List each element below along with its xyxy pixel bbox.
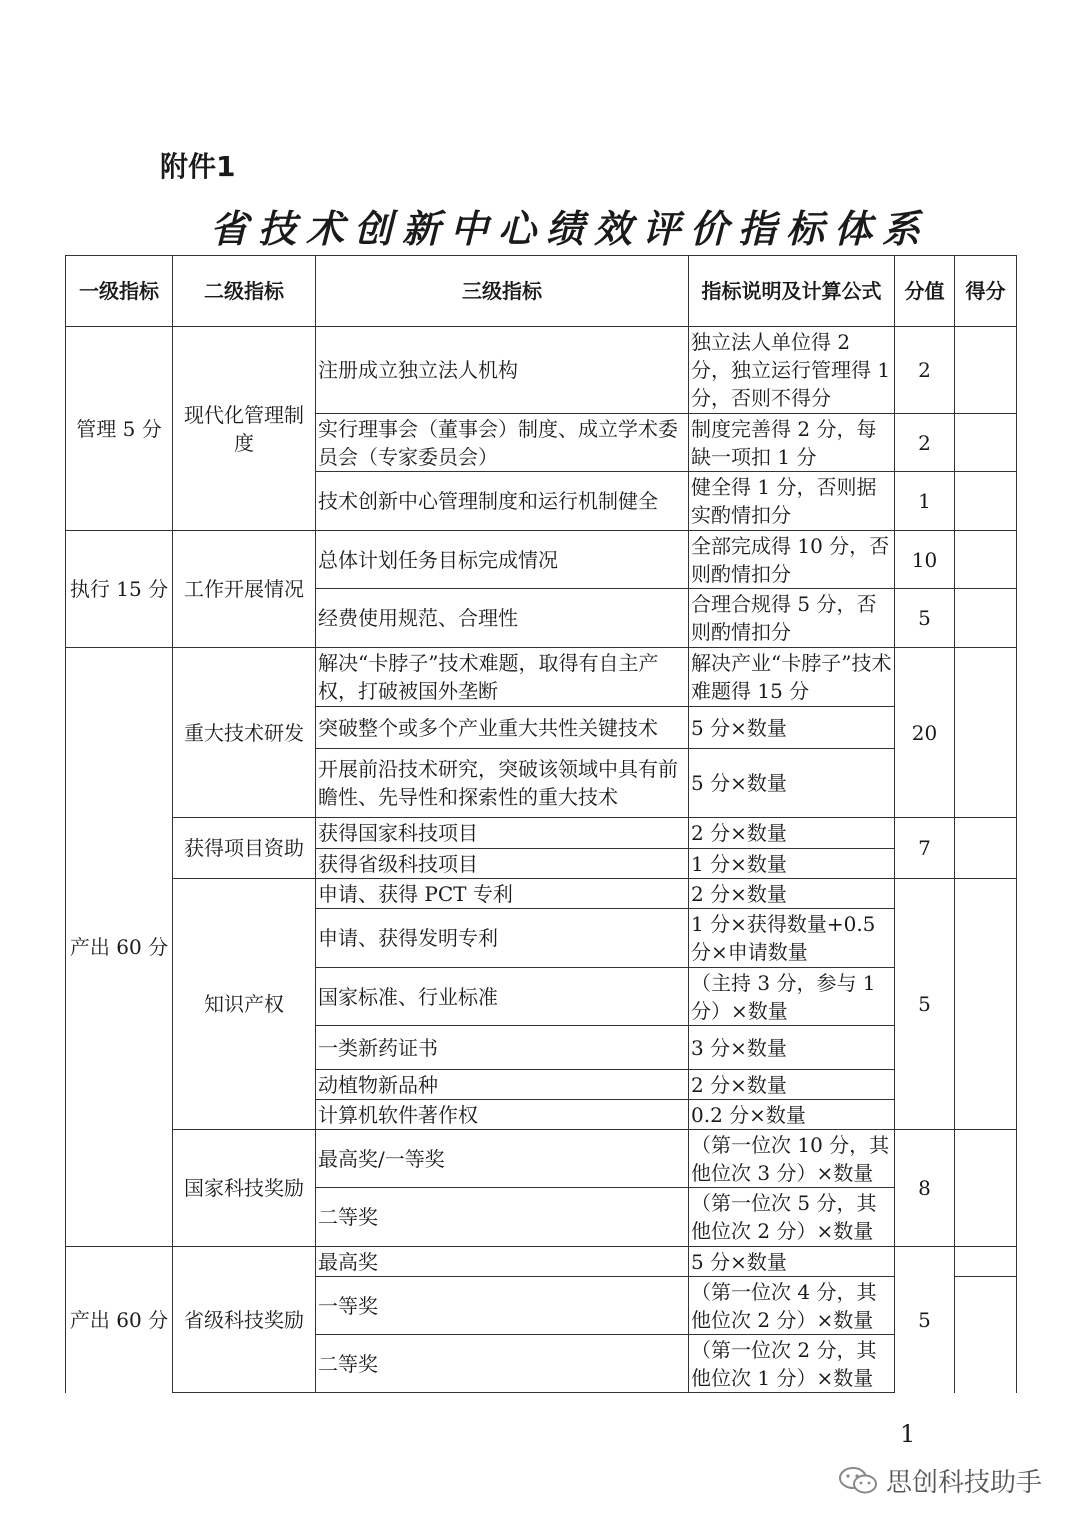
level3-cell: 二等奖 [316, 1188, 689, 1247]
description-cell: 2 分×数量 [689, 879, 895, 909]
level3-cell: 实行理事会（董事会）制度、成立学术委员会（专家委员会） [316, 414, 689, 472]
score-cell: 7 [895, 818, 955, 879]
indicator-table [65, 255, 1017, 1393]
score-cell: 2 [895, 414, 955, 472]
header-score-obtained: 得分 [955, 256, 1017, 327]
header-level3: 三级指标 [316, 256, 689, 327]
description-cell: 5 分×数量 [689, 707, 895, 749]
page-number: 1 [900, 1420, 916, 1448]
description-cell: （第一位次 4 分，其他位次 2 分）×数量 [689, 1277, 895, 1335]
description-cell: （第一位次 10 分，其他位次 3 分）×数量 [689, 1130, 895, 1188]
level2-cell: 工作开展情况 [173, 531, 316, 648]
score-cell: 10 [895, 531, 955, 589]
header-score-value: 分值 [895, 256, 955, 327]
level1-cell: 产出 60 分 [66, 648, 173, 1247]
description-cell: （第一位次 2 分，其他位次 1 分）×数量 [689, 1335, 895, 1393]
table-header-row [66, 256, 1017, 327]
obtained-cell [955, 472, 1017, 531]
attachment-label: 附件1 [160, 150, 236, 183]
level1-cell: 管理 5 分 [66, 327, 173, 531]
level3-cell: 最高奖/一等奖 [316, 1130, 689, 1188]
header-level1: 一级指标 [66, 256, 173, 327]
score-cell: 5 [895, 1247, 955, 1393]
obtained-cell [955, 818, 1017, 879]
level3-cell: 最高奖 [316, 1247, 689, 1277]
level3-cell: 解决“卡脖子”技术难题，取得有自主产权，打破被国外垄断 [316, 648, 689, 707]
obtained-cell [955, 648, 1017, 818]
score-cell: 1 [895, 472, 955, 531]
description-cell: 0.2 分×数量 [689, 1100, 895, 1130]
description-cell: 合理合规得 5 分，否则酌情扣分 [689, 589, 895, 648]
description-cell: 独立法人单位得 2 分，独立运行管理得 1 分，否则不得分 [689, 327, 895, 414]
table-row [66, 531, 1017, 589]
obtained-cell [955, 1130, 1017, 1247]
level2-cell: 重大技术研发 [173, 648, 316, 818]
description-cell: 2 分×数量 [689, 1070, 895, 1100]
level3-cell: 技术创新中心管理制度和运行机制健全 [316, 472, 689, 531]
header-level2: 二级指标 [173, 256, 316, 327]
description-cell: （主持 3 分，参与 1 分）×数量 [689, 968, 895, 1026]
score-cell: 5 [895, 879, 955, 1130]
description-cell: （第一位次 5 分，其他位次 2 分）×数量 [689, 1188, 895, 1247]
level3-cell: 动植物新品种 [316, 1070, 689, 1100]
description-cell: 3 分×数量 [689, 1026, 895, 1070]
level3-cell: 经费使用规范、合理性 [316, 589, 689, 648]
score-cell: 2 [895, 327, 955, 414]
description-cell: 解决产业“卡脖子”技术难题得 15 分 [689, 648, 895, 707]
level1-cell: 产出 60 分 [66, 1247, 173, 1393]
level3-cell: 国家标准、行业标准 [316, 968, 689, 1026]
obtained-cell [955, 327, 1017, 414]
description-cell: 5 分×数量 [689, 749, 895, 818]
obtained-cell [955, 414, 1017, 472]
description-cell: 1 分×数量 [689, 849, 895, 879]
level3-cell: 申请、获得 PCT 专利 [316, 879, 689, 909]
level3-cell: 一类新药证书 [316, 1026, 689, 1070]
level3-cell: 获得国家科技项目 [316, 818, 689, 849]
level2-cell: 知识产权 [173, 879, 316, 1130]
score-cell: 5 [895, 589, 955, 648]
level1-cell: 执行 15 分 [66, 531, 173, 648]
description-cell: 2 分×数量 [689, 818, 895, 849]
description-cell: 健全得 1 分，否则据实酌情扣分 [689, 472, 895, 531]
watermark-text: 思创科技助手 [886, 1468, 1043, 1498]
description-cell: 制度完善得 2 分，每缺一项扣 1 分 [689, 414, 895, 472]
table-row [66, 648, 1017, 707]
level3-cell: 二等奖 [316, 1335, 689, 1393]
table-row [66, 879, 1017, 909]
wechat-icon [838, 1465, 878, 1497]
obtained-cell [955, 1247, 1017, 1277]
level3-cell: 突破整个或多个产业重大共性关键技术 [316, 707, 689, 749]
level2-cell: 获得项目资助 [173, 818, 316, 879]
table-row [66, 327, 1017, 414]
description-cell: 1 分×获得数量+0.5 分×申请数量 [689, 909, 895, 968]
level3-cell: 开展前沿技术研究，突破该领域中具有前瞻性、先导性和探索性的重大技术 [316, 749, 689, 818]
level2-cell: 现代化管理制度 [173, 327, 316, 531]
header-description: 指标说明及计算公式 [689, 256, 895, 327]
obtained-cell [955, 1277, 1017, 1393]
table-row [66, 1247, 1017, 1277]
obtained-cell [955, 879, 1017, 1130]
description-cell: 5 分×数量 [689, 1247, 895, 1277]
level3-cell: 申请、获得发明专利 [316, 909, 689, 968]
level2-cell: 省级科技奖励 [173, 1247, 316, 1393]
score-cell: 20 [895, 648, 955, 818]
obtained-cell [955, 531, 1017, 589]
obtained-cell [955, 589, 1017, 648]
table-row [66, 1130, 1017, 1188]
table-row [66, 818, 1017, 849]
level3-cell: 一等奖 [316, 1277, 689, 1335]
document-title: 省技术创新中心绩效评价指标体系 [209, 206, 930, 251]
watermark [838, 1462, 1042, 1499]
level3-cell: 获得省级科技项目 [316, 849, 689, 879]
level3-cell: 计算机软件著作权 [316, 1100, 689, 1130]
description-cell: 全部完成得 10 分，否则酌情扣分 [689, 531, 895, 589]
level3-cell: 总体计划任务目标完成情况 [316, 531, 689, 589]
level3-cell: 注册成立独立法人机构 [316, 327, 689, 414]
level2-cell: 国家科技奖励 [173, 1130, 316, 1247]
score-cell: 8 [895, 1130, 955, 1247]
